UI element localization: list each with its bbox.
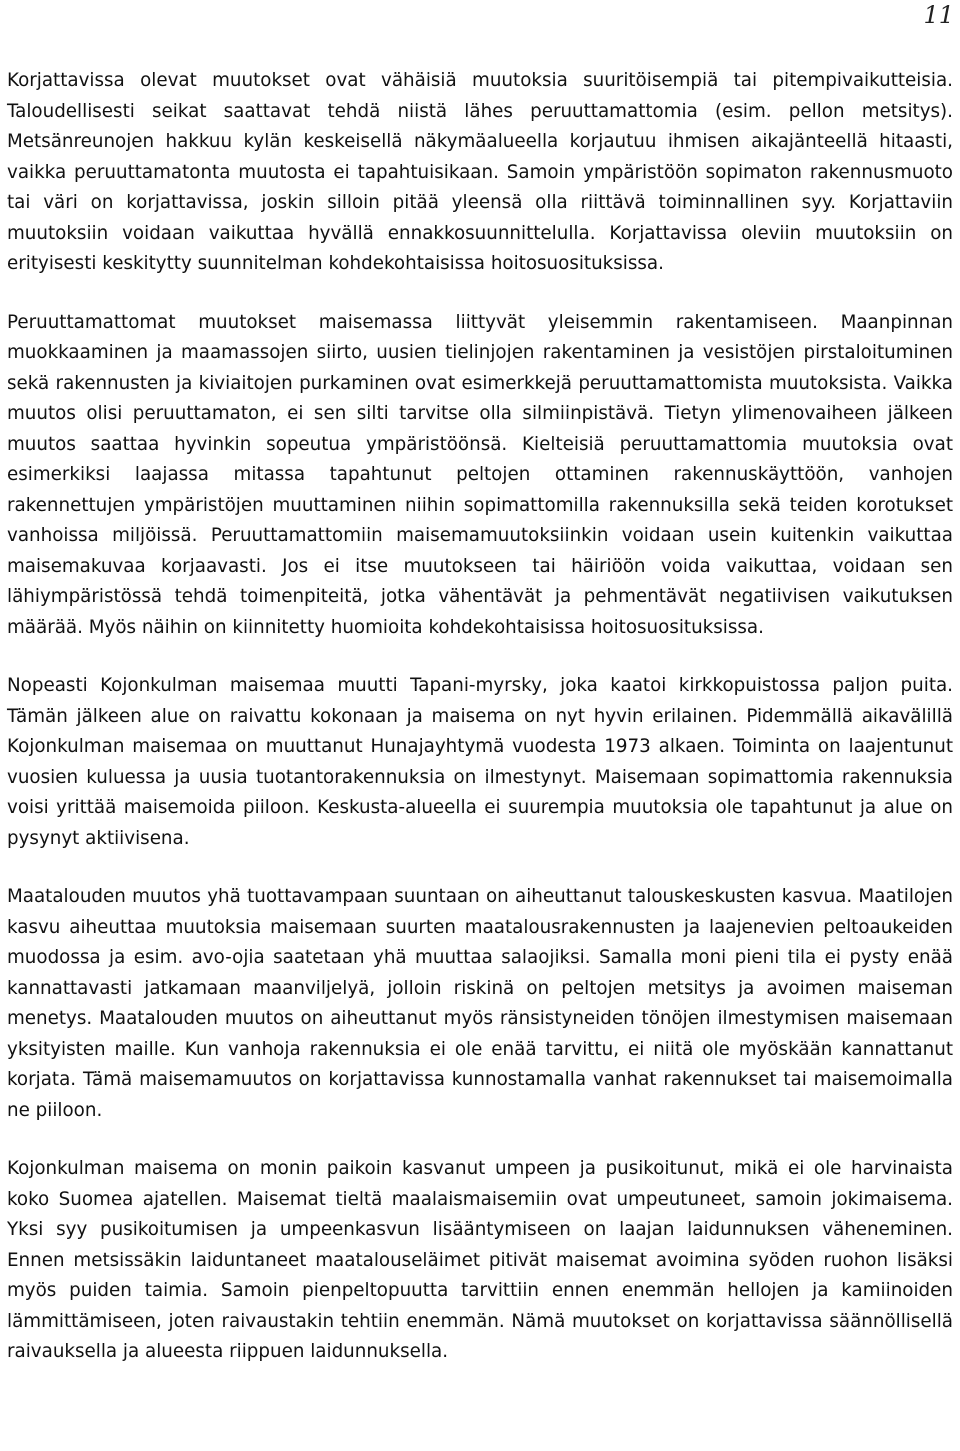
page-number: 11	[923, 1, 954, 29]
paragraph-correctable-changes: Korjattavissa olevat muutokset ovat vähäisiä muutoksia suuritöisempiä tai pitempivaikutteisia. Taloudellisesti seikat saattavat tehdä niistä lähes peruuttamattomia (esim. pellon metsitys). Metsänreunojen hakkuu kylän keskeisellä näkymäalueella korjautuu ihmisen aikajänteellä hitaasti, vaikka peruuttamatonta muutosta ei tapahtuisikaan. Samoin ympäristöön sopimaton rakennusmuoto tai väri on korjattavissa, joskin silloin pitää yleensä olla riittävä toiminnallinen syy. Korjattaviin muutoksiin voidaan vaikuttaa hyvällä ennakkosuunnittelulla. Korjattavissa oleviin muutoksiin on erityisesti keskitytty suunnitelman kohdekohtaisissa hoitosuosituksissa.	[7, 70, 953, 274]
paragraph-kojonkulma-storm: Nopeasti Kojonkulman maisemaa muutti Tapani-myrsky, joka kaatoi kirkkopuistossa paljon puita. Tämän jälkeen alue on raivattu kokonaan ja maisema on nyt hyvin erilainen. Pidemmällä aikavälillä Kojonkulman maisemaa on muuttanut Hunajayhtymä vuodesta 1973 alkaen. Toiminta on laajentunut vuosien kuluessa ja uusia tuotantorakennuksia on ilmestynyt. Maisemaan sopimattomia rakennuksia voisi yrittää maisemoida piiloon. Keskusta-alueella ei suurempia muutoksia ole tapahtunut ja alue on pysynyt aktiivisena.	[7, 675, 953, 849]
document-body	[7, 66, 953, 1396]
paragraph-agriculture-change: Maatalouden muutos yhä tuottavampaan suuntaan on aiheuttanut talouskeskusten kasvua. Maatilojen kasvu aiheuttaa muutoksia maisemaan suurten maatalousrakennusten ja laajenevien peltoaukeiden muodossa ja esim. avo-ojia saatetaan yhä muuttaa salaojiksi. Samalla moni pieni tila ei pysty enää kannattavasti jatkamaan maanviljelyä, jolloin riskinä on peltojen metsitys ja avoimen maiseman menetys. Maatalouden muutos on aiheuttanut myös ränsistyneiden tönöjen ilmestymisen maisemaan yksityisten maille. Kun vanhoja rakennuksia ei ole enää tarvittu, ei niitä ole myöskään kannattanut korjata. Tämä maisemamuutos on korjattavissa kunnostamalla vanhat rakennukset tai maisemoimalla ne piiloon.	[7, 886, 953, 1121]
paragraph-overgrowth: Kojonkulman maisema on monin paikoin kasvanut umpeen ja pusikoitunut, mikä ei ole harvinaista koko Suomea ajatellen. Maisemat tieltä maalaismaisemiin ovat umpeutuneet, samoin jokimaisema. Yksi syy pusikoitumisen ja umpeenkasvun lisääntymiseen on laajan laidunnuksen väheneminen. Ennen metsissäkin laiduntaneet maatalouseläimet pitivät maisemat avoimina syöden ruohon lisäksi myös puiden taimia. Samoin pienpeltopuutta tarvittiin ennen enemmän hellojen ja kamiinoiden lämmittämiseen, joten raivaustakin tehtiin enemmän. Nämä muutokset on korjattavissa säännöllisellä raivauksella ja alueesta riippuen laidunnuksella.	[7, 1158, 953, 1362]
paragraph-irreversible-changes: Peruuttamattomat muutokset maisemassa liittyvät yleisemmin rakentamiseen. Maanpinnan muokkaaminen ja maamassojen siirto, uusien tielinjojen rakentaminen ja vesistöjen pirstaloituminen sekä rakennusten ja kiviaitojen purkaminen ovat esimerkkejä peruuttamattomista muutoksista. Vaikka muutos olisi peruuttamaton, ei sen silti tarvitse olla silmiinpistävä. Tietyn ylimenovaiheen jälkeen muutos saattaa hyvinkin sopeutua ympäristöönsä. Kielteisiä peruuttamattomia muutoksia ovat esimerkiksi laajassa mitassa tapahtunut peltojen ottaminen rakennuskäyttöön, vanhojen rakennettujen ympäristöjen muuttaminen niihin sopimattomilla rakennuksilla sekä teiden korotukset vanhoissa miljöissä. Peruuttamattomiin maisemamuutoksiinkin voidaan usein kuitenkin vaikuttaa maisemakuvaa korjaavasti. Jos ei itse muutokseen tai häiriöön voida vaikuttaa, voidaan sen lähiympäristössä tehdä toimenpiteitä, jotka vähentävät ja pehmentävät negatiivisen vaikutuksen määrää. Myös näihin on kiinnitetty huomioita kohdekohtaisissa hoitosuosituksissa.	[7, 311, 953, 638]
